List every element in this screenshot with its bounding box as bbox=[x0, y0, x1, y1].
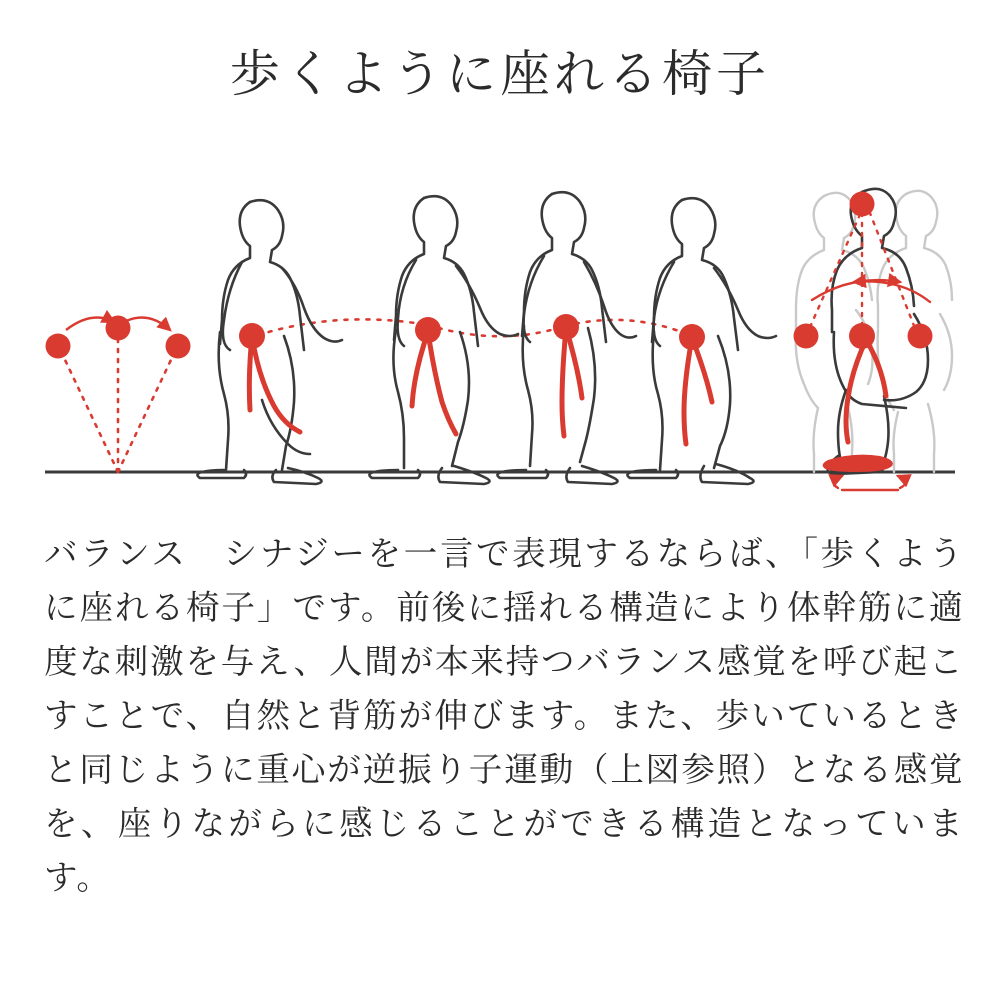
pendulum-dot-center bbox=[106, 316, 131, 341]
seated-figure-foot-accent bbox=[823, 455, 893, 472]
diagram-figure bbox=[0, 150, 1000, 510]
seated-figure-guide-lines bbox=[806, 206, 918, 336]
pendulum-dot-right bbox=[166, 334, 191, 359]
walker-1-com-dot bbox=[239, 323, 265, 349]
seated-figure-hip-dot bbox=[849, 323, 875, 349]
walker-4-spine-accent bbox=[684, 338, 712, 444]
seated-figure-pivot-right-dot bbox=[908, 324, 933, 349]
seated-figure-com-dot bbox=[850, 192, 875, 217]
walker-3-spine-accent bbox=[562, 328, 582, 436]
page-title: 歩くように座れる椅子 bbox=[230, 46, 770, 102]
walker-2-com-dot bbox=[415, 317, 441, 343]
walker-1 bbox=[197, 200, 342, 484]
inverted-pendulum-schematic bbox=[46, 316, 191, 473]
walker-4-com-dot bbox=[679, 324, 705, 350]
body-paragraph: バランス シナジーを一言で表現するならば、「歩くように座れる椅子」です。前後に揺れる構造により体幹筋に適度な刺激を与え、人間が本来持つバランス感覚を呼び起こすことで、自然と背筋が伸びます。また、歩いているときと同じように重心が逆振り子運動（上図参照）となる感覚を、座りながらに感じることができる構造となっています。 bbox=[44, 536, 964, 897]
walker-2-spine-accent bbox=[412, 332, 456, 434]
walker-3-com-dot bbox=[553, 314, 579, 340]
pendulum-dot-left bbox=[46, 334, 71, 359]
walker-2 bbox=[369, 196, 518, 484]
seated-figure-pivot-left-dot bbox=[794, 324, 819, 349]
